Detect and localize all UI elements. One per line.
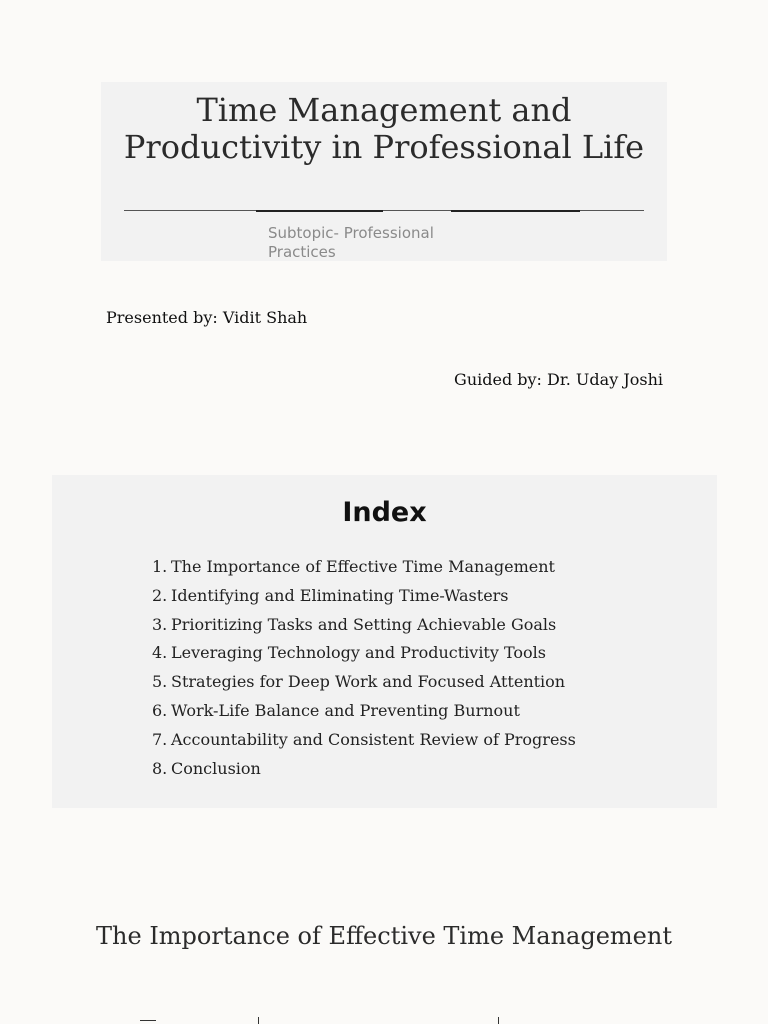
index-item-label: Work-Life Balance and Preventing Burnout — [171, 700, 520, 720]
table-border-fragment — [140, 1020, 156, 1021]
index-item-number: 2. — [152, 585, 168, 605]
index-item-label: Leveraging Technology and Productivity Tools — [171, 643, 547, 663]
table-border-fragment — [498, 1017, 499, 1024]
index-item-label: Conclusion — [171, 758, 261, 778]
title-divider-accent — [256, 210, 383, 212]
index-item-label: Prioritizing Tasks and Setting Achievable Goals — [171, 614, 557, 634]
index-item — [152, 726, 576, 755]
index-item-label: Accountability and Consistent Review of Progress — [171, 729, 576, 749]
index-item-number: 3. — [152, 614, 168, 634]
index-item-label: The Importance of Effective Time Management — [171, 557, 555, 576]
document-title: Time Management and Productivity in Professional Life — [123, 91, 645, 166]
index-item-number: 6. — [152, 700, 168, 720]
index-item — [152, 668, 576, 697]
table-border-fragment — [258, 1017, 259, 1024]
index-item — [152, 755, 576, 784]
index-item — [152, 639, 576, 668]
index-item-label: Strategies for Deep Work and Focused Attention — [171, 672, 566, 692]
index-item — [152, 582, 576, 611]
index-item-number: 1. — [152, 557, 168, 576]
index-block — [52, 475, 717, 808]
index-item — [152, 611, 576, 640]
index-item-number: 7. — [152, 729, 168, 749]
index-item-number: 5. — [152, 672, 168, 692]
title-block — [101, 82, 667, 261]
presenter-line: Presented by: Vidit Shah — [106, 308, 308, 327]
index-item — [152, 553, 576, 582]
subtitle: Subtopic- Professional Practices — [268, 224, 434, 261]
index-item-label: Identifying and Eliminating Time-Wasters — [171, 585, 509, 605]
index-item-number: 8. — [152, 758, 168, 778]
guide-line: Guided by: Dr. Uday Joshi — [454, 370, 663, 389]
index-heading: Index — [342, 497, 427, 528]
index-list — [152, 553, 576, 783]
title-divider-accent — [451, 210, 580, 212]
section-heading: The Importance of Effective Time Management — [96, 922, 672, 950]
index-item — [152, 697, 576, 726]
index-item-number: 4. — [152, 643, 168, 663]
